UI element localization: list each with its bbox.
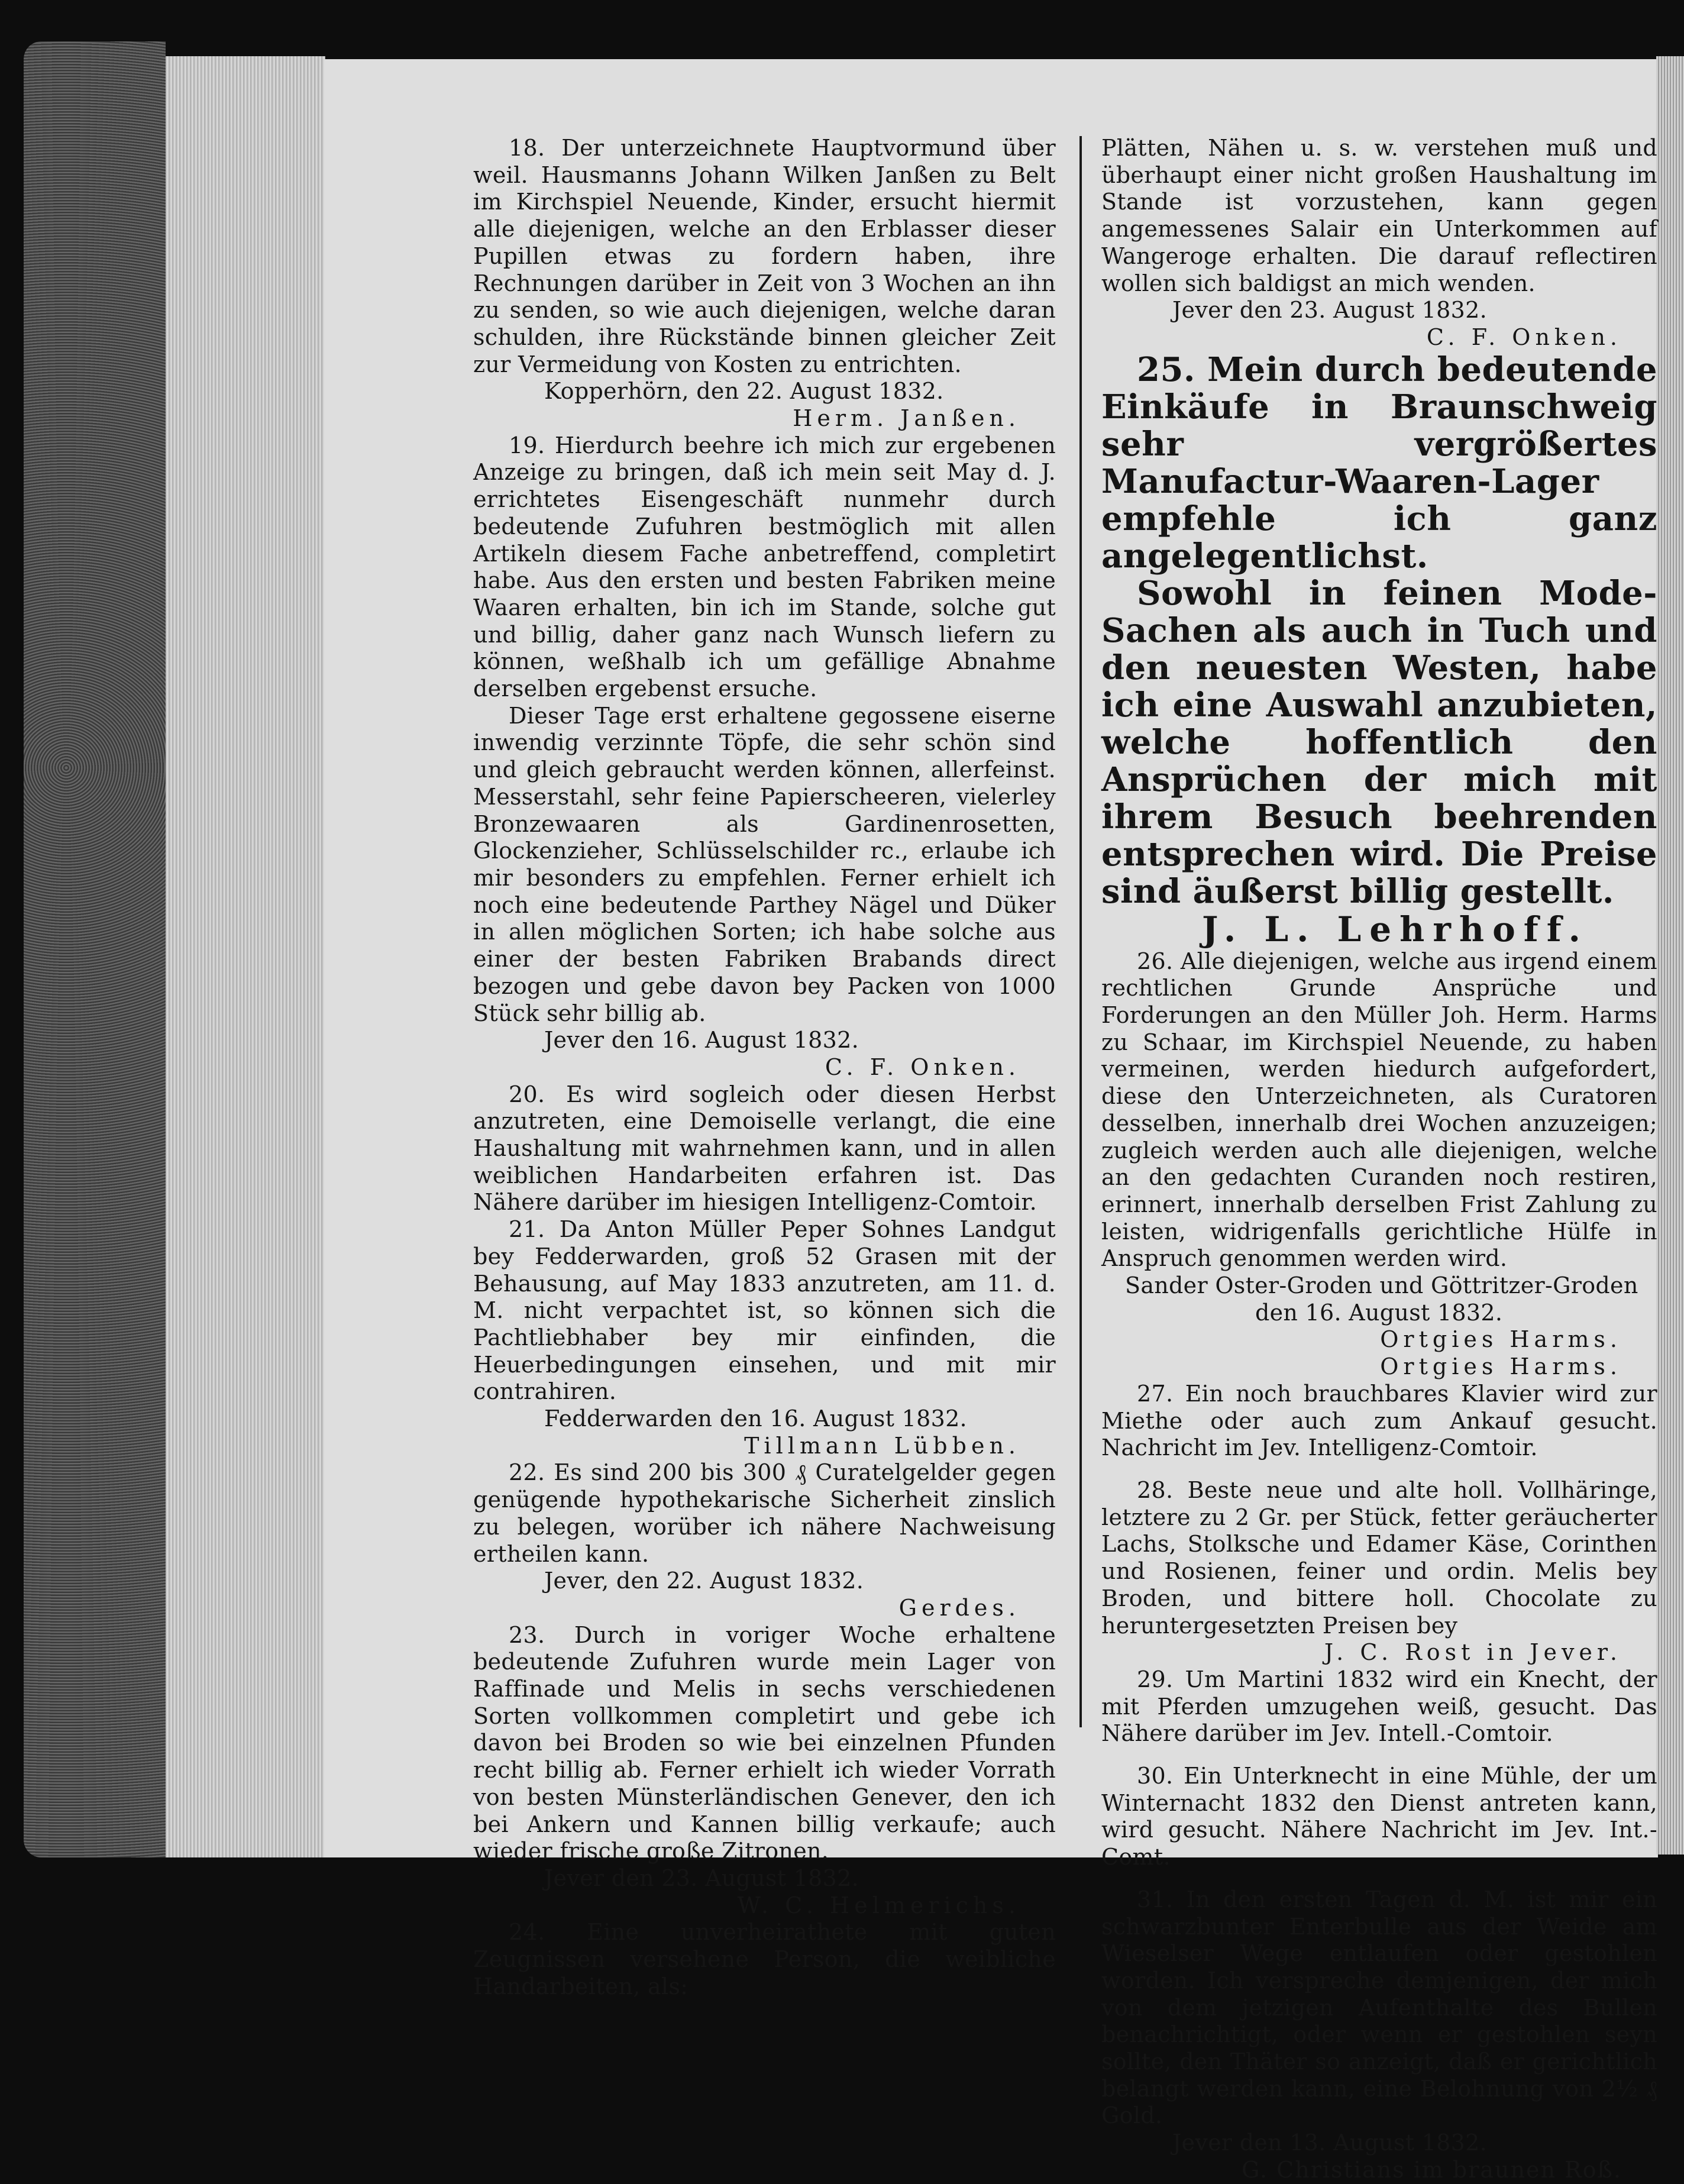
ad-text: Beste neue und alte holl. Vollhäringe, letztere zu 2 Gr. per Stück, fetter geräucherter Lachs, Stolksche und Edamer Käse, Corinthen und Rosienen, feiner und ordin. Melis bey Broden, und bittere holl. Chocolate zu heruntergesetzten Preisen bey [1101, 1477, 1657, 1639]
advertisement-24 [473, 1919, 1056, 2000]
ad-text: Da Anton Müller Peper Sohnes Landgut bey Fedderwarden, groß 52 Grasen mit der Behausung, auf May 1833 anzutreten, am 11. d. M. nicht verpachtet ist, so können sich die Pachtliebhaber bey mir einfinden, die Heuerbedingungen einsehen, und mit mir contrahiren. [473, 1216, 1056, 1405]
ad-signature: Ortgies Harms. [1380, 1326, 1622, 1353]
ad-signature: C. F. Onken. [825, 1054, 1020, 1080]
ad-number: 19. [509, 432, 545, 458]
ad-number: 18. [509, 135, 545, 161]
ad-text-continued: Dieser Tage erst erhaltene gegossene eiserne inwendig verzinnte Töpfe, die sehr schön sind und gleich gebraucht werden können, allerfeinst. Messerstahl, sehr feine Papierscheeren, vielerley Bronzewaaren als Gardinenrosetten, Glockenzieher, Schlüsselschilder rc., erlaube ich mir besonders zu empfehlen. Ferner erhielt ich noch eine bedeutende Parthey Nägel und Düker in allen möglichen Sorten; ich habe solche aus einer der besten Fabriken Brabands direct bezogen und gebe davon bey Packen von 1000 Stück sehr billig ab. [473, 702, 1056, 1026]
ad-text: Ein noch brauchbares Klavier wird zur Miethe oder auch zum Ankauf gesucht. Nachricht im Jev. Intelligenz-Comtoir. [1101, 1380, 1657, 1461]
ad-text: Der unterzeichnete Hauptvormund über weil. Hausmanns Johann Wilken Janßen zu Belt im Kirchspiel Neuende, Kinder, ersucht hiermit alle diejenigen, welche an den Erblasser dieser Pupillen etwas zu fordern haben, ihre Rechnungen darüber in Zeit von 3 Wochen an ihn zu senden, so wie auch diejenigen, welche daran schulden, ihre Rückstände binnen gleicher Zeit zur Vermeidung von Kosten zu entrichten. [473, 135, 1056, 377]
ad-place-date: Jever den 23. August 1832. [1172, 297, 1487, 324]
right-column [1101, 135, 1657, 2184]
ad-number: 26. [1137, 948, 1174, 974]
advertisement-24-continued: Plätten, Nähen u. s. w. verstehen muß und überhaupt einer nicht großen Haushaltung im Stande ist vorzustehen, kann gegen angemessenes Salair ein Unterkommen auf Wangeroge erhalten. Die darauf reflectiren wollen sich baldigst an mich wenden. [1101, 135, 1657, 296]
ad-signature: Gerdes. [898, 1594, 1020, 1621]
advertisement-19 [473, 432, 1056, 703]
advertisement-31 [1101, 1886, 1657, 2130]
column-divider [1079, 136, 1082, 1727]
ad-signature: Herm. Janßen. [793, 405, 1020, 432]
ad-number: 28. [1137, 1477, 1174, 1503]
ad-text: Es sind 200 bis 300 ₰ Curatelgelder gegen genügende hypothekarische Sicherheit zinslich zu belegen, worüber ich nähere Nachweisung ertheilen kann. [473, 1459, 1056, 1567]
page-stack [166, 56, 325, 1857]
ad-date: den 16. August 1832. [1255, 1299, 1503, 1326]
ad-place-date: Jever, den 22. August 1832. [544, 1568, 864, 1594]
book-fore-edge [24, 41, 166, 1857]
ad-number: 20. [509, 1081, 545, 1107]
ad-text: Eine unverheirathete mit guten Zeugnissen versehene Person, die weibliche Handarbeiten, als: [473, 1919, 1056, 1999]
advertisement-30 [1101, 1763, 1657, 1871]
ad-number: 21. [509, 1216, 545, 1243]
ad-signature: J. L. Lehrhoff. [1202, 909, 1589, 949]
advertisement-22 [473, 1459, 1056, 1568]
ad-number: 31. [1137, 1886, 1174, 1912]
ad-text: Um Martini 1832 wird ein Knecht, der mit Pferden umzugehen weiß, gesucht. Das Nähere darüber im Jev. Intell.-Comtoir. [1101, 1666, 1657, 1747]
next-page-edge [1656, 56, 1684, 1855]
ad-text: In den ersten Tagen d. M. ist mir ein schwarzbunter Enterbulle aus der Weide am Wieselser Wege entlaufen oder gestohlen worden. Ich verspreche demjenigen, der mich von dem jetzigen Aufenthalte des Bullen benachrichtigt, oder wenn er gestohlen seyn sollte, den Thäter so anzeigt, daß er gerichtlich belangt werden kann, eine Belohnung von 2½ ₰ Gold. [1101, 1886, 1657, 2129]
ad-signature: Tillmann Lübben. [744, 1432, 1020, 1459]
left-column [473, 135, 1056, 2001]
ad-signature: C. F. Onken. [1426, 324, 1622, 350]
ad-signature: G. Christians im braunen Roß. [1241, 2156, 1622, 2183]
ad-place-date: Jever den 16. August 1832. [544, 1027, 859, 1054]
advertisement-25 [1101, 351, 1657, 575]
ad-text: Ein Unterknecht in eine Mühle, der um Winternacht 1832 den Dienst antreten kann, wird gesucht. Nähere Nachricht im Jev. Int.-Comt. [1101, 1763, 1657, 1870]
ad-number: 29. [1137, 1666, 1174, 1692]
ad-number: 23. [509, 1621, 545, 1648]
ad-text-continued: Sowohl in feinen Mode-Sachen als auch in Tuch und den neuesten Westen, habe ich eine Auswahl anzubieten, welche hoffentlich den Ansprüchen der mich mit ihrem Besuch beehrenden entsprechen wird. Die Preise sind äußerst billig gestellt. [1101, 573, 1657, 911]
ad-text: Hierdurch beehre ich mich zur ergebenen Anzeige zu bringen, daß ich mein seit May d. J. errichtetes Eisengeschäft nunmehr durch bedeutende Zufuhren bestmöglich mit allen Artikeln diesem Fache anbetreffend, completirt habe. Aus den ersten und besten Fabriken meine Waaren erhalten, bin ich im Stande, solche gut und billig, daher ganz nach Wunsch liefern zu können, weßhalb ich um gefällige Abnahme derselben ergebenst ersuche. [473, 432, 1056, 702]
ad-signature: W. C. Helmerichs. [737, 1892, 1020, 1918]
ad-number: 24. [509, 1919, 545, 1946]
ad-text: Mein durch bedeutende Einkäufe in Braunschweig sehr vergrößertes Manufactur-Waaren-Lager empfehle ich ganz angelegentlichst. [1101, 350, 1657, 576]
advertisement-26 [1101, 948, 1657, 1272]
ad-signature-2: Ortgies Harms. [1380, 1353, 1622, 1380]
ad-place-date: Fedderwarden den 16. August 1832. [544, 1406, 967, 1432]
ad-number: 22. [509, 1459, 545, 1486]
ad-number: 27. [1137, 1380, 1174, 1407]
ad-text: Es wird sogleich oder diesen Herbst anzutreten, eine Demoiselle verlangt, die eine Haushaltung mit wahrnehmen kann, und in allen weiblichen Handarbeiten erfahren ist. Das Nähere darüber im hiesigen Intelligenz-Comtoir. [473, 1081, 1056, 1216]
advertisement-21 [473, 1216, 1056, 1406]
ad-text: Durch in voriger Woche erhaltene bedeutende Zufuhren wurde mein Lager von Raffinade und Melis in sechs verschiedenen Sorten vollkommen completirt und gebe ich davon bei Broden so wie bei einzelnen Pfunden recht billig ab. Ferner erhielt ich wieder Vorrath von besten Münsterländischen Genever, den ich bei Ankern und Kannen billig verkaufe; auch wieder frische große Zitronen. [473, 1621, 1056, 1865]
ad-number: 30. [1137, 1763, 1174, 1789]
advertisement-18 [473, 135, 1056, 378]
advertisement-29 [1101, 1666, 1657, 1747]
ad-place-date: Jever den 13. August 1832. [1172, 2130, 1487, 2156]
ad-place-date: Jever den 23. August 1832. [544, 1865, 859, 1891]
ad-signature: J. C. Rost in Jever. [1324, 1639, 1622, 1666]
advertisement-28 [1101, 1477, 1657, 1639]
ad-place-date: Kopperhörn, den 22. August 1832. [544, 378, 944, 405]
ad-number: 25. [1137, 350, 1195, 389]
advertisement-27 [1101, 1381, 1657, 1462]
ad-text: Alle diejenigen, welche aus irgend einem rechtlichen Grunde Ansprüche und Forderungen an den Müller Joh. Herm. Harms zu Schaar, im Kirchspiel Neuende, zu haben vermeinen, werden hiedurch aufgefordert, diese den Unterzeichneten, als Curatoren desselben, innerhalb drei Wochen anzuzeigen; zugleich werden auch alle diejenigen, welche an den gedachten Curanden noch restiren, erinnert, innerhalb derselben Frist Zahlung zu leisten, widrigenfalls gerichtliche Hülfe in Anspruch genommen werden wird. [1101, 948, 1657, 1272]
advertisement-20 [473, 1081, 1056, 1217]
ad-place: Sander Oster-Groden und Göttritzer-Groden [1125, 1272, 1638, 1299]
advertisement-23 [473, 1622, 1056, 1865]
